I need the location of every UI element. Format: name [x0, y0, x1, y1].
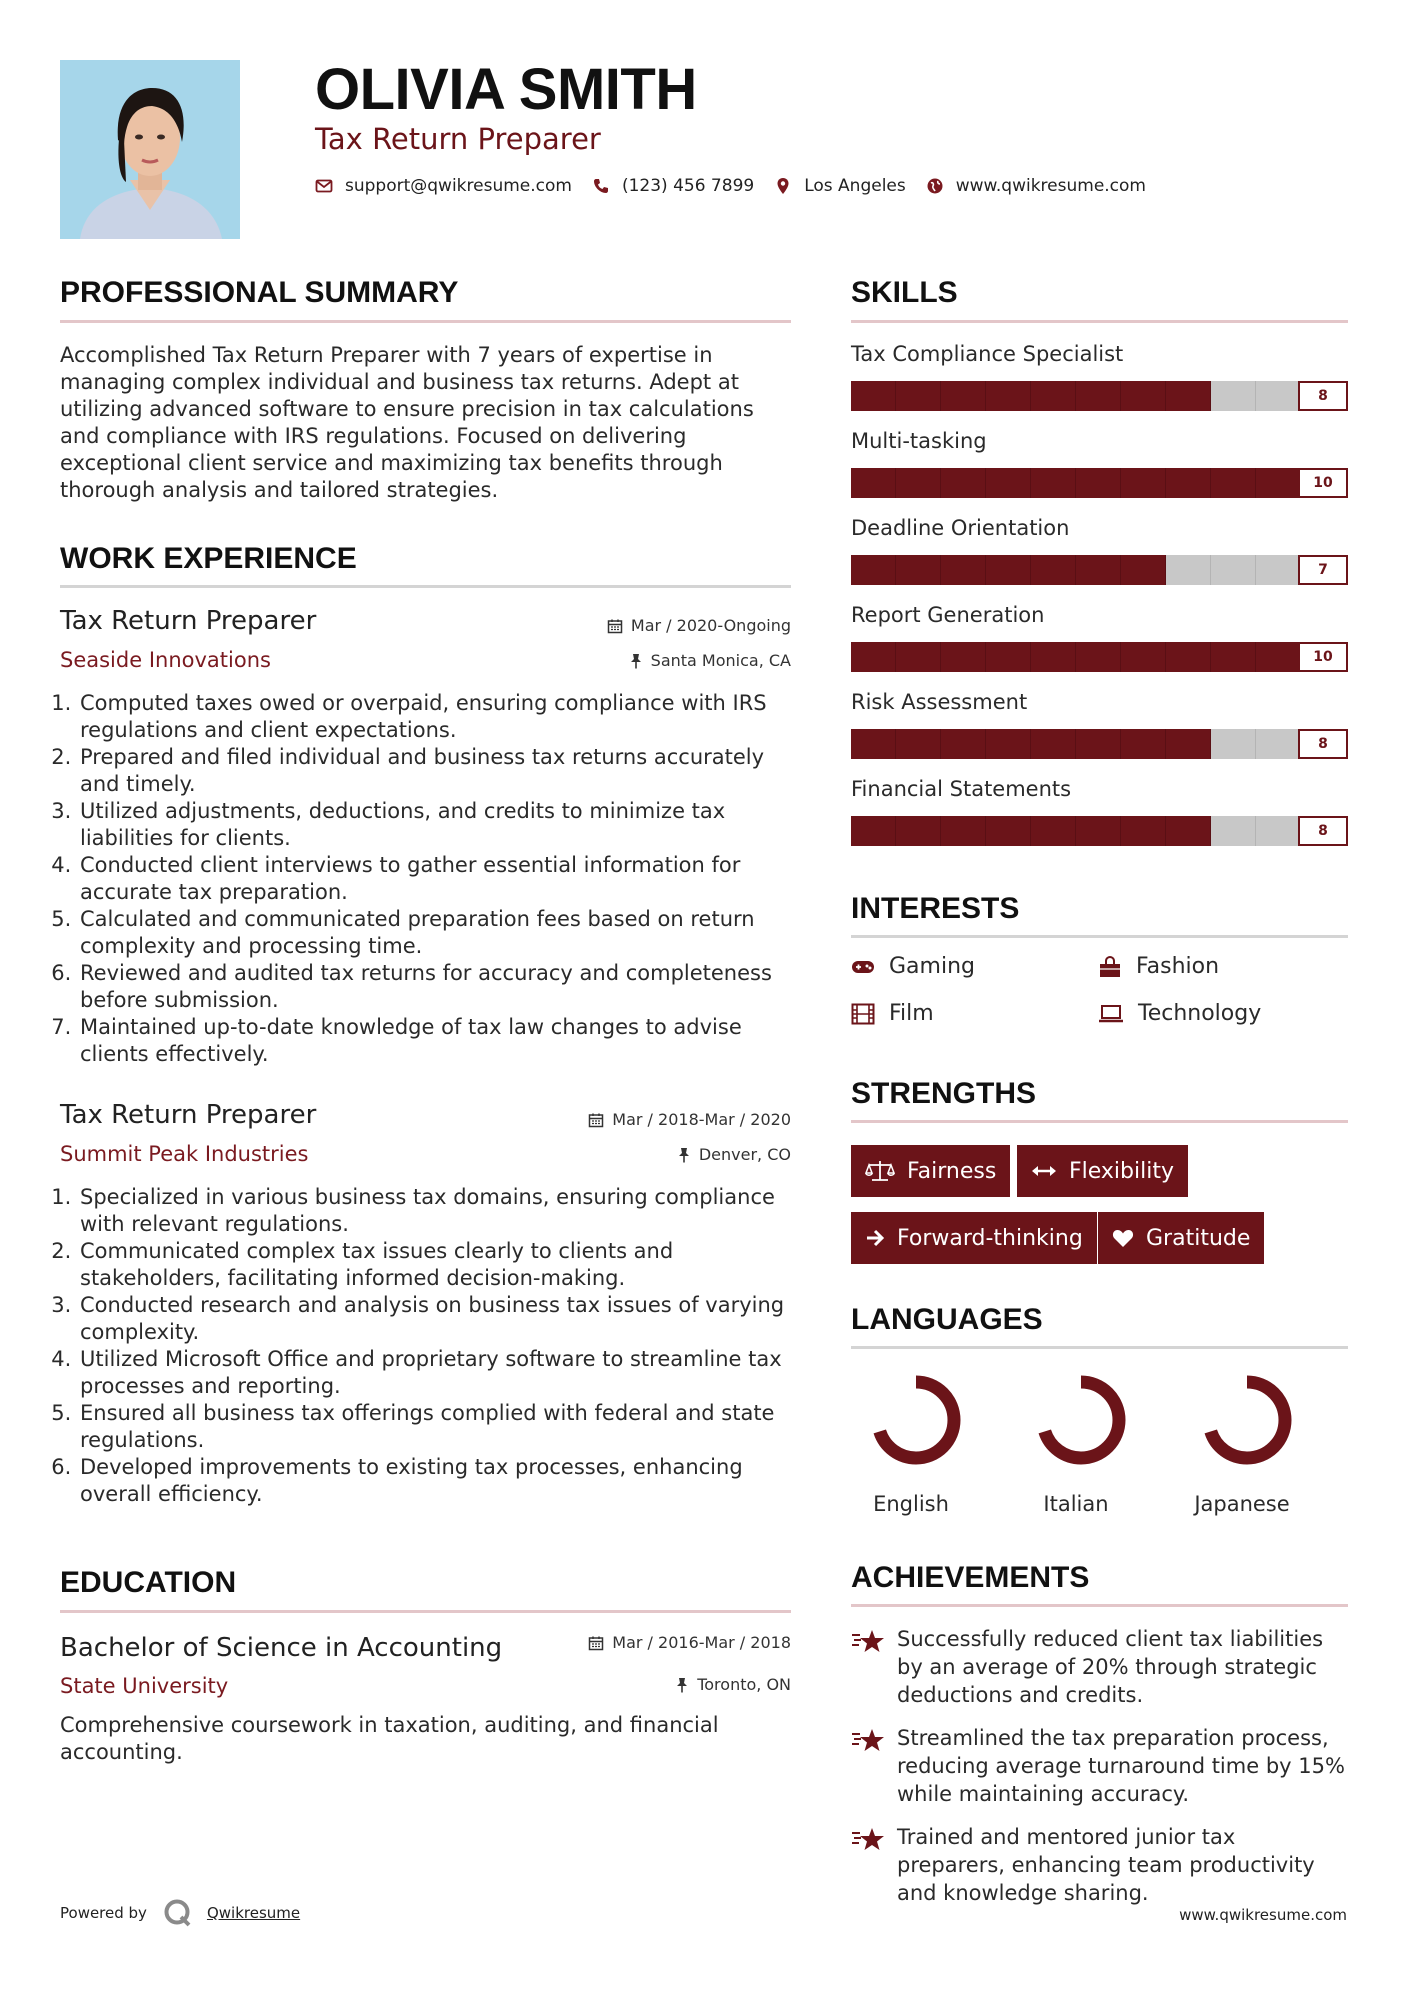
skill-bar-segment: [851, 555, 896, 585]
skill-label: Deadline Orientation: [851, 516, 1070, 540]
language-ring-arc: [1043, 1382, 1119, 1458]
contact-phone[interactable]: (123) 456 7899: [621, 176, 755, 196]
star-award-icon: [851, 1625, 897, 1709]
skill-bar-segment: [1031, 816, 1076, 846]
experience-divider: [60, 585, 791, 588]
education-divider: [60, 1610, 791, 1613]
gamepad-icon: [851, 959, 875, 975]
skill-level: 8: [1298, 381, 1348, 411]
thumbtack-icon: [629, 653, 643, 669]
language-item: [851, 1370, 971, 1516]
skill-bar-segment: [1166, 729, 1211, 759]
skill-bar: [851, 816, 1301, 846]
strength-badge: [1098, 1212, 1264, 1264]
skill-bar-segment: [941, 642, 986, 672]
list-item: 4. Utilized Microsoft Office and proprietary software to streamline tax processes and reporting.: [78, 1346, 791, 1400]
skill-bar-segment: [941, 468, 986, 498]
skill-bar-segment: [1076, 729, 1121, 759]
interests-heading: INTERESTS: [851, 892, 1020, 925]
skill-bar-segment: [986, 816, 1031, 846]
skill-bar-segment: [1211, 555, 1256, 585]
skill-bar-segment: [896, 468, 941, 498]
skill-level: 8: [1298, 816, 1348, 846]
skill-bar-segment: [896, 555, 941, 585]
star-award-icon: [851, 1724, 897, 1808]
skill-bar-segment: [941, 381, 986, 411]
strength-label: Forward-thinking: [897, 1225, 1083, 1251]
job-dates-text: Mar / 2020-Ongoing: [630, 616, 791, 635]
job-location-text: Denver, CO: [698, 1145, 791, 1164]
skill-bar-segment: [1076, 642, 1121, 672]
contact-email[interactable]: support@qwikresume.com: [345, 176, 572, 196]
list-item: 1. Computed taxes owed or overpaid, ensuring compliance with IRS regulations and client expectations.: [78, 690, 791, 744]
list-item: 5. Ensured all business tax offerings complied with federal and state regulations.: [78, 1400, 791, 1454]
education-dates-text: Mar / 2016-Mar / 2018: [612, 1633, 791, 1652]
skill-bar-segment: [986, 468, 1031, 498]
star-award-icon: [851, 1823, 897, 1907]
thumbtack-icon: [675, 1677, 689, 1693]
skill-bar-segment: [1256, 729, 1301, 759]
phone-icon: [592, 177, 610, 195]
skill-bar-segment: [1031, 468, 1076, 498]
skill-bar-segment: [941, 555, 986, 585]
skill-bar-segment: [1076, 816, 1121, 846]
list-item: 2. Prepared and filed individual and business tax returns accurately and timely.: [78, 744, 791, 798]
skill-bar-segment: [1166, 468, 1211, 498]
profile-photo: [60, 60, 240, 239]
language-ring-arc: [878, 1382, 954, 1458]
calendar-icon: [607, 618, 623, 634]
strength-badge: [1017, 1145, 1188, 1197]
skill-bar-segment: [1121, 816, 1166, 846]
skill-bar-segment: [1121, 729, 1166, 759]
achievement-text: Successfully reduced client tax liabilities by an average of 20% through strategic deductions and credits.: [897, 1627, 1324, 1707]
skill-bar-segment: [1256, 555, 1301, 585]
languages-divider: [851, 1346, 1348, 1349]
list-item: 4. Conducted client interviews to gather essential information for accurate tax preparation.: [78, 852, 791, 906]
education-degree: Bachelor of Science in Accounting: [60, 1633, 503, 1663]
interest-film: [851, 1001, 934, 1026]
skill-bar-segment: [1211, 642, 1256, 672]
list-item: 3. Utilized adjustments, deductions, and credits to minimize tax liabilities for clients.: [78, 798, 791, 852]
skill-bar: [851, 381, 1301, 411]
interest-label: Film: [889, 1001, 934, 1026]
interest-fashion: [1098, 954, 1219, 979]
balance-scale-icon: [865, 1159, 895, 1183]
skill-level: 10: [1298, 642, 1348, 672]
candidate-name: OLIVIA SMITH: [315, 57, 697, 122]
skill-level: 10: [1298, 468, 1348, 498]
education-location: [675, 1675, 791, 1694]
skill-label: Multi-tasking: [851, 429, 987, 453]
skill-bar-segment: [1031, 381, 1076, 411]
language-ring-arc: [1209, 1382, 1285, 1458]
calendar-icon: [588, 1635, 604, 1651]
globe-icon: [926, 177, 944, 195]
skill-bar-segment: [1211, 729, 1256, 759]
skill-bar-segment: [1256, 468, 1301, 498]
skill-bar-segment: [896, 816, 941, 846]
skill-bar-segment: [1256, 642, 1301, 672]
film-icon: [851, 1003, 875, 1025]
strengths-divider: [851, 1120, 1348, 1123]
list-item: 6. Developed improvements to existing tax processes, enhancing overall efficiency.: [78, 1454, 791, 1508]
skill-bar-segment: [1121, 555, 1166, 585]
achievement-text: Trained and mentored junior tax preparers, enhancing team productivity and knowledge sharing.: [897, 1825, 1315, 1905]
language-ring: [1197, 1370, 1297, 1470]
footer-website[interactable]: www.qwikresume.com: [1179, 1906, 1347, 1924]
job-dates: [607, 616, 791, 635]
skill-bar-segment: [1211, 816, 1256, 846]
list-item: 3. Conducted research and analysis on business tax issues of varying complexity.: [78, 1292, 791, 1346]
achievement-item: [851, 1625, 1348, 1709]
strength-label: Flexibility: [1069, 1158, 1174, 1184]
skill-bar-segment: [1076, 555, 1121, 585]
skill-bar: [851, 468, 1301, 498]
strength-label: Gratitude: [1146, 1225, 1251, 1251]
job-location: [677, 1145, 791, 1164]
skill-label: Risk Assessment: [851, 690, 1028, 714]
skill-bar-segment: [851, 642, 896, 672]
achievement-item: [851, 1724, 1348, 1808]
summary-heading: PROFESSIONAL SUMMARY: [60, 276, 459, 309]
skill-bar-segment: [1166, 816, 1211, 846]
arrow-right-icon: [865, 1228, 885, 1248]
job-location: [629, 651, 791, 670]
skill-bar-segment: [896, 729, 941, 759]
skill-label: Financial Statements: [851, 777, 1072, 801]
heart-icon: [1112, 1228, 1134, 1248]
list-item: 7. Maintained up-to-date knowledge of tax law changes to advise clients effectively.: [78, 1014, 791, 1068]
skill-bar-segment: [1076, 381, 1121, 411]
skill-level: 7: [1298, 555, 1348, 585]
language-label: Italian: [1043, 1492, 1109, 1516]
list-item: 1. Specialized in various business tax domains, ensuring compliance with relevant regulations.: [78, 1184, 791, 1238]
contact-location: Los Angeles: [804, 176, 906, 196]
interest-label: Fashion: [1136, 954, 1220, 979]
summary-text: Accomplished Tax Return Preparer with 7 years of expertise in managing complex individual and business tax returns. Adept at utilizing advanced software to ensure precision in tax calculations and compliance with IRS regulations. Focused on delivering exceptional client service and maximizing tax benefits through thorough analysis and tailored strategies.: [60, 343, 754, 502]
interest-label: Gaming: [889, 954, 975, 979]
skill-bar-segment: [1166, 555, 1211, 585]
strength-label: Fairness: [907, 1158, 997, 1184]
contact-bar: [315, 176, 1166, 196]
skill-bar-segment: [1166, 381, 1211, 411]
job-duties-list: [60, 1184, 791, 1508]
skill-bar-segment: [986, 555, 1031, 585]
job-location-text: Santa Monica, CA: [650, 651, 791, 670]
language-item: [1182, 1370, 1302, 1516]
candidate-title: Tax Return Preparer: [315, 122, 601, 156]
skill-bar-segment: [1211, 468, 1256, 498]
qwikresume-link[interactable]: Qwikresume: [206, 1904, 301, 1922]
achievement-item: [851, 1823, 1348, 1907]
interest-technology: [1098, 1001, 1261, 1026]
skill-label: Report Generation: [851, 603, 1045, 627]
thumbtack-icon: [677, 1147, 691, 1163]
arrows-horizontal-icon: [1031, 1164, 1057, 1178]
education-heading: EDUCATION: [60, 1566, 237, 1599]
skills-divider: [851, 320, 1348, 323]
achievements-heading: ACHIEVEMENTS: [851, 1561, 1090, 1594]
skill-bar-segment: [986, 642, 1031, 672]
skill-bar-segment: [1211, 381, 1256, 411]
achievements-divider: [851, 1604, 1348, 1607]
skill-bar-segment: [851, 468, 896, 498]
strength-badge: [851, 1212, 1097, 1264]
language-item: [1016, 1370, 1136, 1516]
skill-bar-segment: [896, 642, 941, 672]
skill-bar-segment: [851, 729, 896, 759]
skill-bar-segment: [1256, 816, 1301, 846]
language-ring: [1031, 1370, 1131, 1470]
qwikresume-logo-icon: [163, 1898, 193, 1928]
skill-bar-segment: [941, 816, 986, 846]
language-label: English: [873, 1492, 949, 1516]
strength-badge: [851, 1145, 1010, 1197]
achievement-text: Streamlined the tax preparation process, reducing average turnaround time by 15% while maintaining accuracy.: [897, 1726, 1345, 1806]
interest-gaming: [851, 954, 975, 979]
contact-website[interactable]: www.qwikresume.com: [955, 176, 1146, 196]
skill-bar-segment: [1031, 555, 1076, 585]
powered-by-text: Powered by: [60, 1904, 147, 1922]
skill-bar-segment: [1121, 381, 1166, 411]
skill-bar-segment: [1076, 468, 1121, 498]
job-role: Tax Return Preparer: [60, 606, 317, 636]
language-ring: [866, 1370, 966, 1470]
skill-bar-segment: [1121, 468, 1166, 498]
skill-bar-segment: [1166, 642, 1211, 672]
list-item: 5. Calculated and communicated preparation fees based on return complexity and processing time.: [78, 906, 791, 960]
job-company: Seaside Innovations: [60, 648, 271, 672]
footer-powered-by: [60, 1898, 300, 1928]
languages-heading: LANGUAGES: [851, 1303, 1043, 1336]
education-school: State University: [60, 1674, 229, 1698]
skill-bar-segment: [986, 729, 1031, 759]
skill-bar-segment: [1256, 381, 1301, 411]
list-item: 2. Communicated complex tax issues clearly to clients and stakeholders, facilitating informed decision-making.: [78, 1238, 791, 1292]
job-dates-text: Mar / 2018-Mar / 2020: [612, 1110, 791, 1129]
skill-level: 8: [1298, 729, 1348, 759]
education-description: Comprehensive coursework in taxation, auditing, and financial accounting.: [60, 1713, 719, 1764]
summary-divider: [60, 320, 791, 323]
strengths-heading: STRENGTHS: [851, 1077, 1037, 1110]
shopping-bag-icon: [1098, 956, 1122, 978]
skill-bar-segment: [1031, 642, 1076, 672]
skill-bar: [851, 642, 1301, 672]
skill-bar-segment: [851, 816, 896, 846]
map-marker-icon: [774, 177, 792, 195]
skill-bar-segment: [1121, 642, 1166, 672]
skill-bar-segment: [986, 381, 1031, 411]
calendar-icon: [588, 1112, 604, 1128]
interest-label: Technology: [1138, 1001, 1262, 1026]
job-role: Tax Return Preparer: [60, 1100, 317, 1130]
envelope-icon: [315, 177, 333, 195]
skill-bar: [851, 729, 1301, 759]
skill-bar: [851, 555, 1301, 585]
list-item: 6. Reviewed and audited tax returns for accuracy and completeness before submission.: [78, 960, 791, 1014]
job-company: Summit Peak Industries: [60, 1142, 309, 1166]
skill-bar-segment: [941, 729, 986, 759]
skills-heading: SKILLS: [851, 276, 958, 309]
interests-divider: [851, 935, 1348, 938]
experience-heading: WORK EXPERIENCE: [60, 542, 357, 575]
laptop-icon: [1098, 1004, 1124, 1024]
skill-bar-segment: [1031, 729, 1076, 759]
job-dates: [588, 1110, 791, 1129]
language-label: Japanese: [1194, 1492, 1290, 1516]
skill-bar-segment: [896, 381, 941, 411]
skill-label: Tax Compliance Specialist: [851, 342, 1124, 366]
skill-bar-segment: [851, 381, 896, 411]
education-location-text: Toronto, ON: [697, 1675, 791, 1694]
education-dates: [588, 1633, 791, 1652]
job-duties-list: [60, 690, 791, 1068]
